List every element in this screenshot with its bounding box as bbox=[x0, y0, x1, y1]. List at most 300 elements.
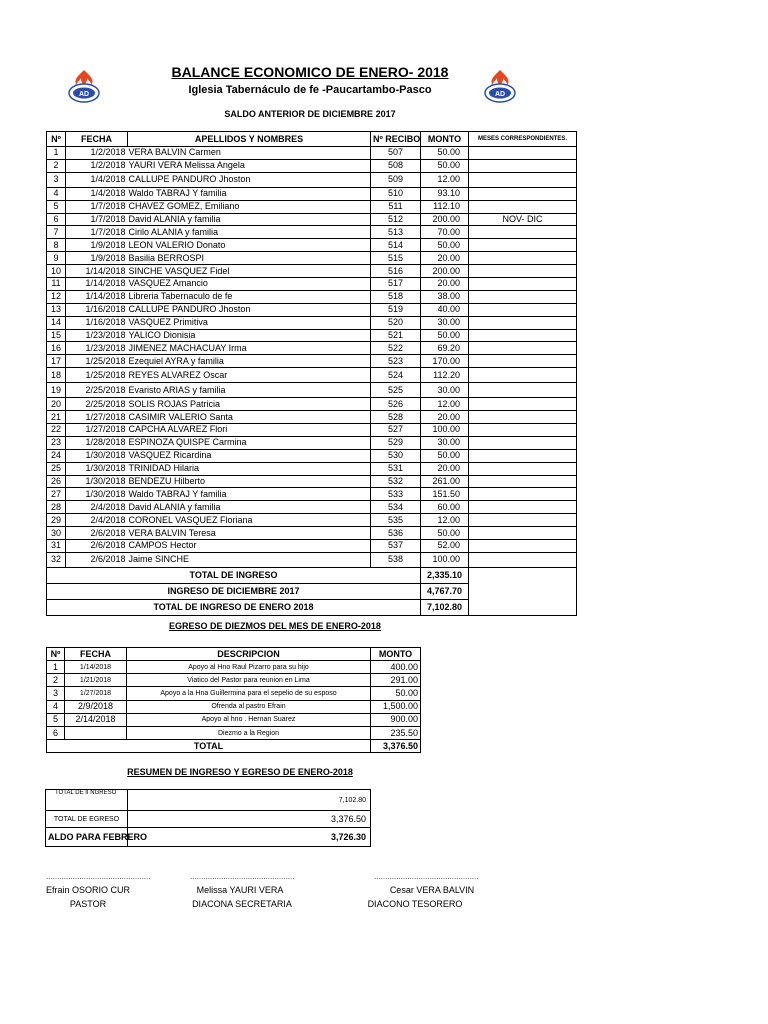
total-ingreso-row bbox=[47, 567, 577, 583]
row-num: 23 bbox=[47, 436, 66, 449]
table-row bbox=[47, 552, 577, 567]
table-row bbox=[47, 278, 577, 291]
row-nombre: TRINIDAD Hilaria bbox=[128, 462, 371, 475]
row-monto: 12.00 bbox=[421, 514, 469, 527]
row-nombre: Jaime SINCHE bbox=[128, 552, 371, 567]
row-meses bbox=[469, 449, 577, 462]
col-header-fecha: FECHA bbox=[66, 132, 128, 147]
row-fecha bbox=[65, 726, 127, 739]
row-nombre: YAURI VERA Melissa Angela bbox=[128, 159, 371, 172]
row-meses bbox=[469, 303, 577, 316]
row-recibo: 531 bbox=[371, 462, 421, 475]
signature-line-tesorero: ............................................... bbox=[374, 872, 479, 881]
row-meses bbox=[469, 290, 577, 303]
row-nombre: Waldo TABRAJ Y familia bbox=[128, 488, 371, 501]
row-num: 30 bbox=[47, 527, 66, 540]
row-nombre: CALLUPE PANDURO Jhoston bbox=[128, 303, 371, 316]
table-row bbox=[47, 411, 577, 424]
row-monto: 60.00 bbox=[421, 501, 469, 514]
row-recibo: 514 bbox=[371, 239, 421, 252]
row-monto: 50.00 bbox=[421, 159, 469, 172]
table-row bbox=[47, 462, 577, 475]
row-meses bbox=[469, 475, 577, 488]
resumen-row-saldo bbox=[46, 828, 371, 847]
table-row bbox=[47, 527, 577, 540]
egresos-total-label: TOTAL bbox=[47, 740, 371, 753]
row-meses bbox=[469, 329, 577, 342]
row-monto: 30.00 bbox=[421, 436, 469, 449]
total-value: 2,335.10 bbox=[421, 567, 469, 583]
row-num: 2 bbox=[47, 159, 66, 172]
row-num: 21 bbox=[47, 411, 66, 424]
row-fecha: 1/14/2018 bbox=[66, 278, 128, 291]
row-nombre: Waldo TABRAJ Y familia bbox=[128, 187, 371, 200]
ingresos-body bbox=[47, 147, 577, 568]
row-num: 15 bbox=[47, 329, 66, 342]
row-descripcion: Viatico del Pastor para reunion en Lima bbox=[127, 674, 371, 687]
row-meses bbox=[469, 424, 577, 437]
row-monto: 50.00 bbox=[421, 449, 469, 462]
row-meses bbox=[469, 147, 577, 160]
row-meses bbox=[469, 239, 577, 252]
row-monto: 30.00 bbox=[421, 316, 469, 329]
row-recibo: 512 bbox=[371, 213, 421, 226]
row-fecha: 1/2/2018 bbox=[66, 147, 128, 160]
row-monto: 30.00 bbox=[421, 383, 469, 398]
row-num: 16 bbox=[47, 342, 66, 355]
row-nombre: LEON VALERIO Donato bbox=[128, 239, 371, 252]
page-title: BALANCE ECONOMICO DE ENERO- 2018 bbox=[171, 64, 449, 80]
row-fecha: 1/30/2018 bbox=[66, 449, 128, 462]
resumen-label: ALDO PARA FEBRERO bbox=[46, 828, 128, 847]
row-num: 1 bbox=[47, 661, 65, 674]
total-value: 7,102.80 bbox=[421, 599, 469, 615]
row-descripcion: Apoyo al hno . Hernan Suarez bbox=[127, 713, 371, 726]
row-fecha: 1/14/2018 bbox=[66, 290, 128, 303]
row-recibo: 528 bbox=[371, 411, 421, 424]
row-monto: 200.00 bbox=[421, 213, 469, 226]
row-monto: 112.20 bbox=[421, 368, 469, 383]
row-descripcion: Diezmo a la Region bbox=[127, 726, 371, 739]
resumen-table bbox=[45, 789, 371, 847]
row-num: 4 bbox=[47, 700, 65, 713]
row-recibo: 533 bbox=[371, 488, 421, 501]
row-fecha: 1/30/2018 bbox=[66, 488, 128, 501]
ingreso-diciembre-row bbox=[47, 583, 577, 599]
row-meses bbox=[469, 411, 577, 424]
row-fecha: 2/25/2018 bbox=[66, 398, 128, 411]
row-meses bbox=[469, 316, 577, 329]
row-monto: 12.00 bbox=[421, 172, 469, 187]
row-num: 5 bbox=[47, 200, 66, 213]
row-monto: 93.10 bbox=[421, 187, 469, 200]
row-nombre: Cirilo ALANIA y familia bbox=[128, 226, 371, 239]
table-row bbox=[47, 200, 577, 213]
table-row bbox=[47, 674, 421, 687]
table-row bbox=[47, 424, 577, 437]
row-num: 29 bbox=[47, 514, 66, 527]
resumen-title: RESUMEN DE INGRESO Y EGRESO DE ENERO-2018 bbox=[127, 767, 353, 777]
row-fecha: 1/4/2018 bbox=[66, 187, 128, 200]
table-row bbox=[47, 329, 577, 342]
row-meses bbox=[469, 462, 577, 475]
row-fecha: 1/16/2018 bbox=[66, 316, 128, 329]
table-row bbox=[47, 213, 577, 226]
row-num: 2 bbox=[47, 674, 65, 687]
row-monto: 100.00 bbox=[421, 552, 469, 567]
table-row bbox=[47, 316, 577, 329]
egresos-total-value: 3,376.50 bbox=[371, 740, 421, 753]
row-monto: 69.20 bbox=[421, 342, 469, 355]
row-meses bbox=[469, 527, 577, 540]
row-num: 19 bbox=[47, 383, 66, 398]
table-row bbox=[47, 265, 577, 278]
egresos-body bbox=[47, 661, 421, 740]
row-monto: 170.00 bbox=[421, 355, 469, 368]
row-recibo: 526 bbox=[371, 398, 421, 411]
row-recibo: 507 bbox=[371, 147, 421, 160]
row-num: 13 bbox=[47, 303, 66, 316]
table-row bbox=[47, 726, 421, 739]
row-monto: 1,500.00 bbox=[371, 700, 421, 713]
row-meses bbox=[469, 265, 577, 278]
row-meses bbox=[469, 398, 577, 411]
logo-text: AD bbox=[78, 91, 90, 98]
row-recibo: 515 bbox=[371, 252, 421, 265]
row-monto: 12.00 bbox=[421, 398, 469, 411]
row-fecha: 1/2/2018 bbox=[66, 159, 128, 172]
row-fecha: 1/23/2018 bbox=[66, 342, 128, 355]
signature-name-pastor: Efrain OSORIO CUR bbox=[45, 885, 130, 895]
total-label: INGRESO DE DICIEMBRE 2017 bbox=[47, 583, 421, 599]
row-monto: 50.00 bbox=[421, 147, 469, 160]
col-header-recibo: Nº RECIBO bbox=[371, 132, 421, 147]
row-meses bbox=[469, 342, 577, 355]
signature-line-secretaria: ............................................... bbox=[190, 872, 295, 881]
signature-name-tesorero: Cesar VERA BALVIN bbox=[389, 885, 475, 895]
row-fecha: 1/14/2018 bbox=[66, 265, 128, 278]
row-fecha: 1/25/2018 bbox=[66, 355, 128, 368]
row-nombre: CASIMIR VALERIO Santa bbox=[128, 411, 371, 424]
total-label: TOTAL DE INGRESO bbox=[47, 567, 421, 583]
row-nombre: ESPINOZA QUISPE Carmina bbox=[128, 436, 371, 449]
row-recibo: 510 bbox=[371, 187, 421, 200]
row-monto: 50.00 bbox=[421, 527, 469, 540]
row-fecha: 1/4/2018 bbox=[66, 172, 128, 187]
row-num: 17 bbox=[47, 355, 66, 368]
resumen-value: 3,726.30 bbox=[128, 828, 371, 847]
col-header-meses: MESES CORRESPONDIENTES. bbox=[469, 132, 577, 147]
egresos-header-row bbox=[47, 648, 421, 661]
table-row bbox=[47, 368, 577, 383]
saldo-anterior-label: SALDO ANTERIOR DE DICIEMBRE 2017 bbox=[224, 109, 396, 119]
row-recibo: 537 bbox=[371, 540, 421, 553]
row-fecha: 1/9/2018 bbox=[66, 252, 128, 265]
row-monto: 200.00 bbox=[421, 265, 469, 278]
row-nombre: Basilia BERROSPI bbox=[128, 252, 371, 265]
row-fecha: 2/14/2018 bbox=[65, 713, 127, 726]
row-monto: 70.00 bbox=[421, 226, 469, 239]
row-meses bbox=[469, 187, 577, 200]
row-nombre: VASQUEZ Primitiva bbox=[128, 316, 371, 329]
row-monto: 261.00 bbox=[421, 475, 469, 488]
row-recibo: 530 bbox=[371, 449, 421, 462]
table-row bbox=[47, 713, 421, 726]
table-row bbox=[47, 172, 577, 187]
row-nombre: CALLUPE PANDURO Jhoston bbox=[128, 172, 371, 187]
row-recibo: 535 bbox=[371, 514, 421, 527]
row-num: 31 bbox=[47, 540, 66, 553]
row-meses bbox=[469, 383, 577, 398]
row-nombre: VASQUEZ Amancio bbox=[128, 278, 371, 291]
row-descripcion: Apoyo al Hno Raul Pizarro para su hijo bbox=[127, 661, 371, 674]
signature-line-pastor: ............................................... bbox=[46, 872, 151, 881]
row-nombre: JIMENEZ MACHACUAY Irma bbox=[128, 342, 371, 355]
row-num: 10 bbox=[47, 265, 66, 278]
church-name: Iglesia Tabernáculo de fe -Paucartambo-Pasco bbox=[188, 84, 432, 96]
table-row bbox=[47, 383, 577, 398]
col-header-num: Nº bbox=[47, 132, 66, 147]
row-num: 12 bbox=[47, 290, 66, 303]
row-nombre: CAMPOS Hector bbox=[128, 540, 371, 553]
row-nombre: REYES ALVAREZ Oscar bbox=[128, 368, 371, 383]
row-descripcion: Apoyo a la Hna Guillermina para el sepelio de su esposo bbox=[127, 687, 371, 700]
row-fecha: 2/6/2018 bbox=[66, 527, 128, 540]
table-row bbox=[47, 687, 421, 700]
row-meses bbox=[469, 436, 577, 449]
row-fecha: 1/30/2018 bbox=[66, 475, 128, 488]
row-monto: 52.00 bbox=[421, 540, 469, 553]
row-recibo: 536 bbox=[371, 527, 421, 540]
row-recibo: 511 bbox=[371, 200, 421, 213]
row-fecha: 1/7/2018 bbox=[66, 200, 128, 213]
row-num: 7 bbox=[47, 226, 66, 239]
table-row bbox=[47, 488, 577, 501]
resumen-label: TOTAL DE EGRESO bbox=[46, 811, 128, 828]
row-nombre: David ALANIA y familia bbox=[128, 213, 371, 226]
col-header-monto: MONTO bbox=[371, 648, 421, 661]
row-fecha: 1/7/2018 bbox=[66, 213, 128, 226]
table-row bbox=[47, 449, 577, 462]
row-nombre: SOLIS ROJAS Patricia bbox=[128, 398, 371, 411]
resumen-value: 7,102.80 bbox=[128, 790, 371, 811]
table-row bbox=[47, 147, 577, 160]
row-fecha: 1/21/2018 bbox=[65, 674, 127, 687]
row-fecha: 1/27/2018 bbox=[65, 687, 127, 700]
row-num: 24 bbox=[47, 449, 66, 462]
table-row bbox=[47, 540, 577, 553]
row-nombre: Ezequiel AYRA y familia bbox=[128, 355, 371, 368]
row-num: 3 bbox=[47, 687, 65, 700]
row-nombre: VASQUEZ Ricardina bbox=[128, 449, 371, 462]
row-recibo: 518 bbox=[371, 290, 421, 303]
row-num: 18 bbox=[47, 368, 66, 383]
signature-role-pastor: PASTOR bbox=[69, 899, 107, 909]
row-recibo: 521 bbox=[371, 329, 421, 342]
table-row bbox=[47, 501, 577, 514]
table-row bbox=[47, 159, 577, 172]
church-logo-left-icon bbox=[66, 68, 102, 104]
row-monto: 20.00 bbox=[421, 252, 469, 265]
row-meses bbox=[469, 172, 577, 187]
row-num: 5 bbox=[47, 713, 65, 726]
row-monto: 291.00 bbox=[371, 674, 421, 687]
row-meses bbox=[469, 355, 577, 368]
row-monto: 100.00 bbox=[421, 424, 469, 437]
total-ingreso-enero-row bbox=[47, 599, 577, 615]
row-num: 8 bbox=[47, 239, 66, 252]
row-fecha: 1/27/2018 bbox=[66, 411, 128, 424]
row-recibo: 522 bbox=[371, 342, 421, 355]
row-fecha: 2/4/2018 bbox=[66, 514, 128, 527]
row-num: 25 bbox=[47, 462, 66, 475]
table-row bbox=[47, 290, 577, 303]
row-monto: 40.00 bbox=[421, 303, 469, 316]
row-nombre: SINCHE VASQUEZ Fidel bbox=[128, 265, 371, 278]
row-recibo: 525 bbox=[371, 383, 421, 398]
row-nombre: Libreria Tabernaculo de fe bbox=[128, 290, 371, 303]
row-nombre: CORONEL VASQUEZ Floriana bbox=[128, 514, 371, 527]
row-recibo: 517 bbox=[371, 278, 421, 291]
row-nombre: BENDEZU Hilberto bbox=[128, 475, 371, 488]
ingresos-table bbox=[46, 131, 577, 616]
table-row bbox=[47, 226, 577, 239]
row-fecha: 2/6/2018 bbox=[66, 552, 128, 567]
row-nombre: Evaristo ARIAS y familia bbox=[128, 383, 371, 398]
row-recibo: 529 bbox=[371, 436, 421, 449]
row-fecha: 1/25/2018 bbox=[66, 368, 128, 383]
row-nombre: David ALANIA y familia bbox=[128, 501, 371, 514]
table-row bbox=[47, 514, 577, 527]
signature-role-tesorero: DIACONO TESORERO bbox=[367, 899, 463, 909]
row-fecha: 1/30/2018 bbox=[66, 462, 128, 475]
row-monto: 50.00 bbox=[421, 329, 469, 342]
row-fecha: 2/25/2018 bbox=[66, 383, 128, 398]
resumen-label: TOTAL DE II NGRESO bbox=[46, 790, 128, 811]
row-recibo: 532 bbox=[371, 475, 421, 488]
row-monto: 38.00 bbox=[421, 290, 469, 303]
row-fecha: 1/16/2018 bbox=[66, 303, 128, 316]
col-header-descripcion: DESCRIPCION bbox=[127, 648, 371, 661]
row-num: 22 bbox=[47, 424, 66, 437]
row-fecha: 1/27/2018 bbox=[66, 424, 128, 437]
row-fecha: 1/7/2018 bbox=[66, 226, 128, 239]
row-meses bbox=[469, 501, 577, 514]
row-meses bbox=[469, 488, 577, 501]
row-fecha: 1/28/2018 bbox=[66, 436, 128, 449]
total-label: TOTAL DE INGRESO DE ENERO 2018 bbox=[47, 599, 421, 615]
row-meses bbox=[469, 540, 577, 553]
egresos-table bbox=[46, 647, 421, 753]
signature-role-secretaria: DIACONA SECRETARIA bbox=[192, 899, 292, 909]
empty-cell bbox=[469, 583, 577, 599]
row-recibo: 519 bbox=[371, 303, 421, 316]
row-num: 26 bbox=[47, 475, 66, 488]
table-row bbox=[47, 252, 577, 265]
row-descripcion: Ofrenda al pastro Efrain bbox=[127, 700, 371, 713]
col-header-monto: MONTO bbox=[421, 132, 469, 147]
row-meses bbox=[469, 278, 577, 291]
row-recibo: 513 bbox=[371, 226, 421, 239]
row-fecha: 1/14/2018 bbox=[65, 661, 127, 674]
row-meses bbox=[469, 252, 577, 265]
row-monto: 235.50 bbox=[371, 726, 421, 739]
table-row bbox=[47, 661, 421, 674]
table-row bbox=[47, 342, 577, 355]
egresos-title: EGRESO DE DIEZMOS DEL MES DE ENERO-2018 bbox=[169, 621, 381, 631]
row-nombre: VERA BALVIN Carmen bbox=[128, 147, 371, 160]
row-num: 6 bbox=[47, 726, 65, 739]
row-nombre: YALICO Dionisia bbox=[128, 329, 371, 342]
row-recibo: 524 bbox=[371, 368, 421, 383]
row-num: 3 bbox=[47, 172, 66, 187]
row-recibo: 523 bbox=[371, 355, 421, 368]
row-num: 4 bbox=[47, 187, 66, 200]
table-row bbox=[47, 436, 577, 449]
row-num: 6 bbox=[47, 213, 66, 226]
row-monto: 112.10 bbox=[421, 200, 469, 213]
table-row bbox=[47, 303, 577, 316]
resumen-row-egreso bbox=[46, 811, 371, 828]
empty-cell bbox=[469, 567, 577, 583]
row-nombre: VERA BALVIN Teresa bbox=[128, 527, 371, 540]
row-num: 11 bbox=[47, 278, 66, 291]
empty-cell bbox=[469, 599, 577, 615]
table-row bbox=[47, 187, 577, 200]
row-recibo: 534 bbox=[371, 501, 421, 514]
row-num: 32 bbox=[47, 552, 66, 567]
row-fecha: 1/23/2018 bbox=[66, 329, 128, 342]
row-meses bbox=[469, 514, 577, 527]
row-monto: 20.00 bbox=[421, 462, 469, 475]
table-row bbox=[47, 398, 577, 411]
row-monto: 20.00 bbox=[421, 278, 469, 291]
row-monto: 900.00 bbox=[371, 713, 421, 726]
signature-name-secretaria: Melissa YAURI VERA bbox=[196, 885, 284, 895]
logo-text: AD bbox=[494, 91, 506, 98]
row-fecha: 2/9/2018 bbox=[65, 700, 127, 713]
resumen-value: 3,376.50 bbox=[128, 811, 371, 828]
row-fecha: 1/9/2018 bbox=[66, 239, 128, 252]
row-meses bbox=[469, 368, 577, 383]
row-nombre: CAPCHA ALVAREZ Flori bbox=[128, 424, 371, 437]
row-recibo: 516 bbox=[371, 265, 421, 278]
row-meses: NOV- DIC bbox=[469, 213, 577, 226]
row-num: 9 bbox=[47, 252, 66, 265]
row-num: 20 bbox=[47, 398, 66, 411]
row-meses bbox=[469, 226, 577, 239]
col-header-nombres: APELLIDOS Y NOMBRES bbox=[128, 132, 371, 147]
row-recibo: 509 bbox=[371, 172, 421, 187]
row-num: 27 bbox=[47, 488, 66, 501]
row-num: 28 bbox=[47, 501, 66, 514]
row-recibo: 538 bbox=[371, 552, 421, 567]
col-header-num: Nº bbox=[47, 648, 65, 661]
row-monto: 151.50 bbox=[421, 488, 469, 501]
row-meses bbox=[469, 159, 577, 172]
row-meses bbox=[469, 552, 577, 567]
row-num: 14 bbox=[47, 316, 66, 329]
egresos-total-row bbox=[47, 740, 421, 753]
row-recibo: 527 bbox=[371, 424, 421, 437]
table-row bbox=[47, 475, 577, 488]
row-recibo: 508 bbox=[371, 159, 421, 172]
row-monto: 50.00 bbox=[421, 239, 469, 252]
col-header-fecha: FECHA bbox=[65, 648, 127, 661]
table-row bbox=[47, 700, 421, 713]
table-row bbox=[47, 239, 577, 252]
row-monto: 20.00 bbox=[421, 411, 469, 424]
